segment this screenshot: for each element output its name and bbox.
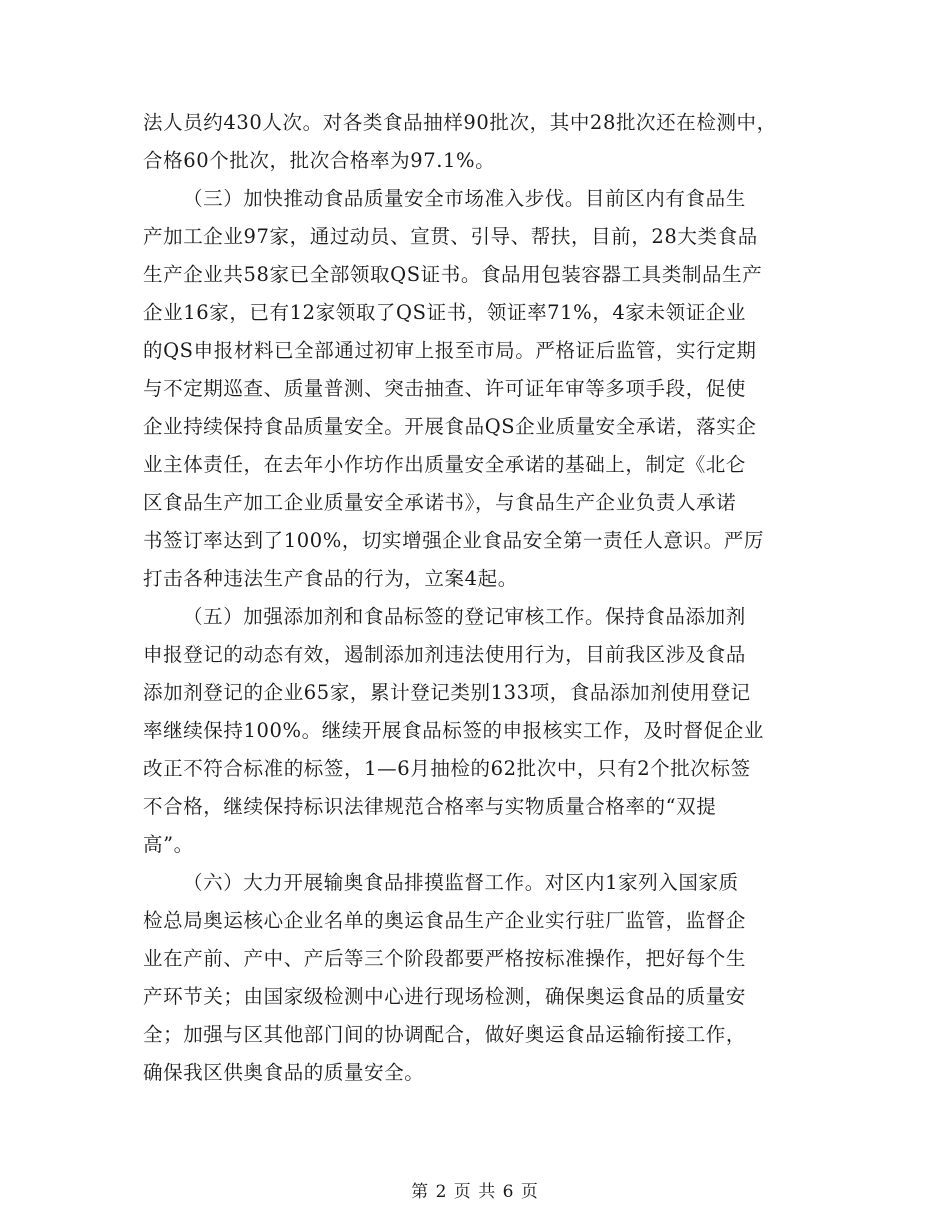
body-line: 产加工企业97家，通过动员、宣贯、引导、帮扶，目前，28大类食品 <box>143 225 758 248</box>
body-line: 区食品生产加工企业质量安全承诺书》，与食品生产企业负责人承诺 <box>143 491 737 514</box>
body-line: 与不定期巡查、质量普测、突击抽查、许可证年审等多项手段，促使 <box>143 377 747 400</box>
body-line: 生产企业共58家已全部领取QS证书。食品用包装容器工具类制品生产 <box>143 263 763 286</box>
body-line: 添加剂登记的企业65家，累计登记类别133项，食品添加剂使用登记 <box>143 681 751 704</box>
body-line: 业主体责任，在去年小作坊作出质量安全承诺的基础上，制定《北仑 <box>143 453 747 476</box>
body-line: 改正不符合标准的标签，1—6月抽检的62批次中，只有2个批次标签 <box>143 757 751 780</box>
body-line: 产环节关；由国家级检测中心进行现场检测，确保奥运食品的质量安 <box>143 985 747 1008</box>
body-line: 全；加强与区其他部门间的协调配合，做好奥运食品运输衔接工作， <box>143 1023 747 1046</box>
body-line: 法人员约430人次。对各类食品抽样90批次，其中28批次还在检测中， <box>143 111 777 134</box>
body-line: 书签订率达到了100%，切实增强企业食品安全第一责任人意识。严厉 <box>143 529 764 552</box>
paragraph-heading-line: （六）大力开展输奥食品排摸监督工作。对区内1家列入国家质 <box>183 871 739 894</box>
body-line: 申报登记的动态有效，遏制添加剂违法使用行为，目前我区涉及食品 <box>143 643 747 666</box>
paragraph-heading-line: （三）加快推动食品质量安全市场准入步伐。目前区内有食品生 <box>183 187 746 210</box>
body-line: 合格60个批次，批次合格率为97.1%。 <box>143 149 496 172</box>
body-line: 率继续保持100%。继续开展食品标签的申报核实工作，及时督促企业 <box>143 719 764 742</box>
body-line: 确保我区供奥食品的质量安全。 <box>143 1061 425 1084</box>
body-line: 业在产前、产中、产后等三个阶段都要严格按标准操作，把好每个生 <box>143 947 747 970</box>
body-line: 的QS申报材料已全部通过初审上报至市局。严格证后监管，实行定期 <box>143 339 757 362</box>
body-line: 高”。 <box>143 833 194 856</box>
body-line: 不合格，继续保持标识法律规范合格率与实物质量合格率的“双提 <box>143 795 717 818</box>
body-line: 企业16家，已有12家领取了QS证书，领证率71%，4家未领证企业 <box>143 301 747 324</box>
page-number-footer: 第 2 页 共 6 页 <box>411 1182 539 1202</box>
paragraph-heading-line: （五）加强添加剂和食品标签的登记审核工作。保持食品添加剂 <box>183 605 746 628</box>
body-line: 检总局奥运核心企业名单的奥运食品生产企业实行驻厂监管，监督企 <box>143 909 747 932</box>
body-line: 打击各种违法生产食品的行为，立案4起。 <box>143 567 518 590</box>
body-line: 企业持续保持食品质量安全。开展食品QS企业质量安全承诺，落实企 <box>143 415 757 438</box>
